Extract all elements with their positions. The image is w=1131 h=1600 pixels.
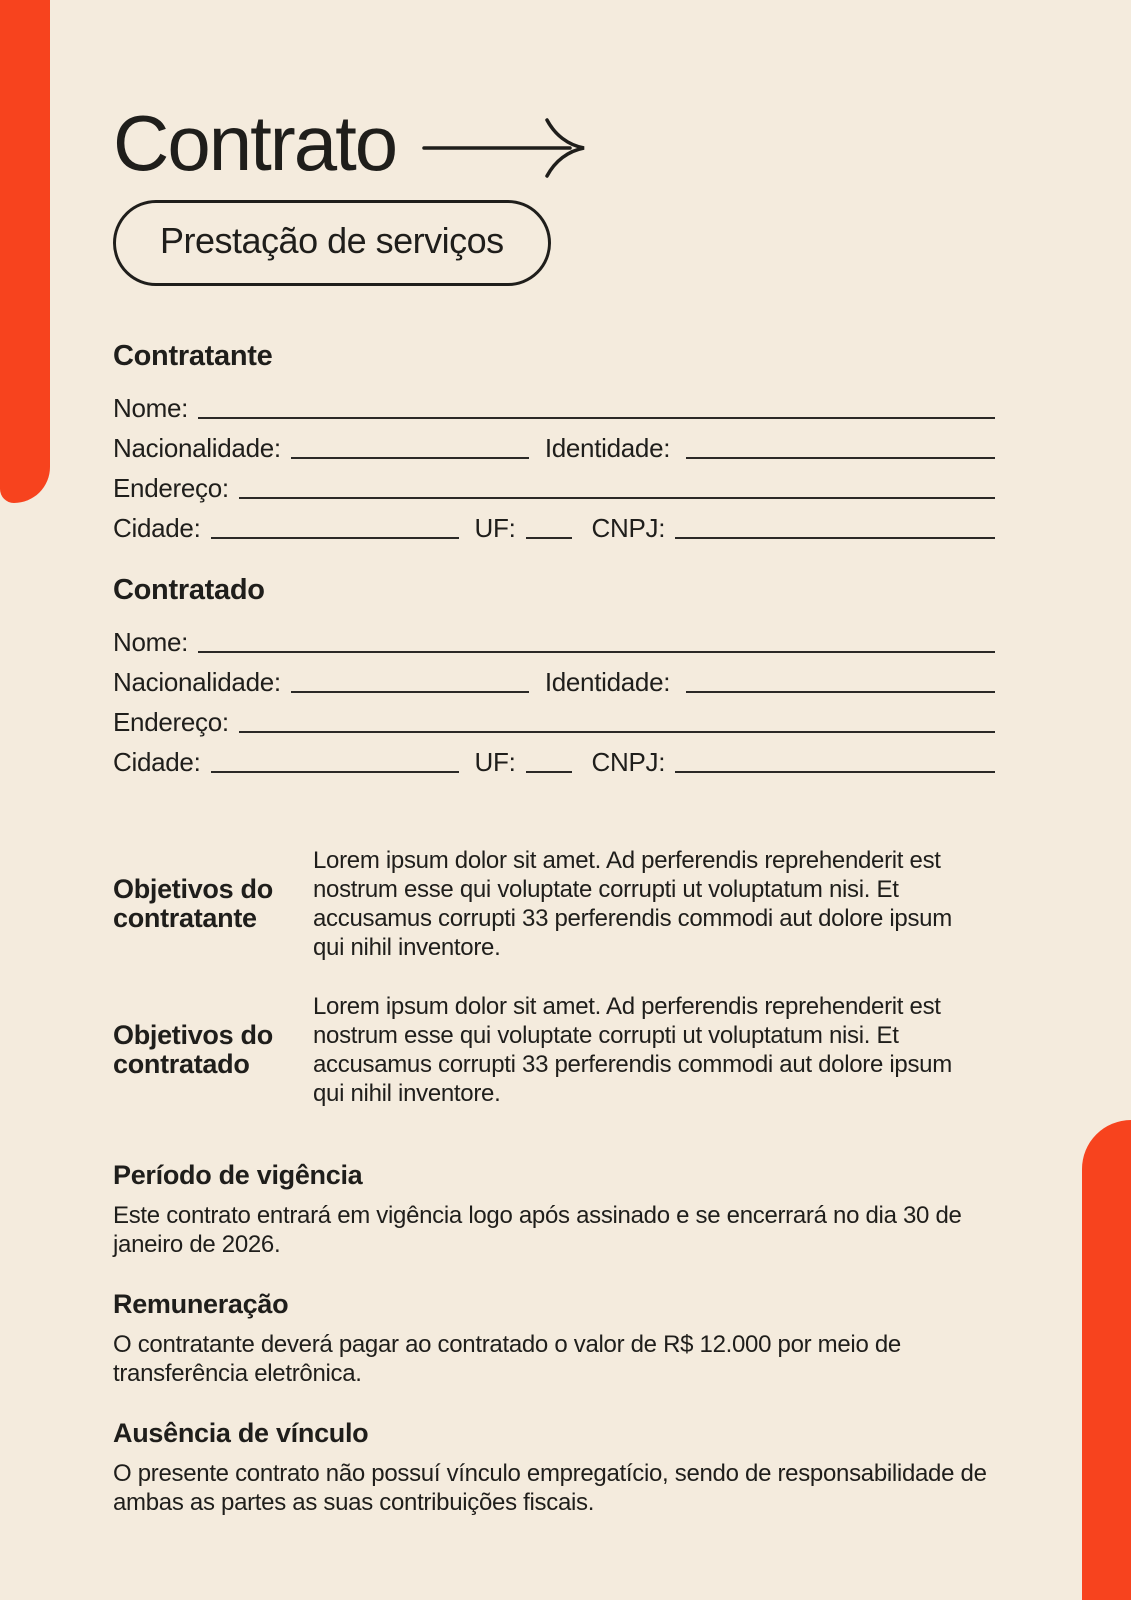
clause-ausencia-vinculo — [113, 1418, 995, 1517]
contratante-row-nacionalidade — [113, 435, 995, 462]
contratado-row-endereco — [113, 709, 995, 736]
clause-remuneracao — [113, 1289, 995, 1388]
contratado-row-nome — [113, 629, 995, 656]
identidade-label: Identidade: — [544, 433, 671, 463]
contratante-row-nome — [113, 395, 995, 422]
contratado-nome-blank-line[interactable] — [198, 651, 995, 653]
section-clauses — [113, 1160, 995, 1517]
nacionalidade-label: Nacionalidade: — [113, 433, 281, 463]
section-contratado — [113, 574, 995, 776]
contratado-identidade-blank-line[interactable] — [686, 691, 995, 693]
identidade-label: Identidade: — [544, 667, 671, 697]
clause-periodo-vigencia — [113, 1160, 995, 1259]
clause-heading: Remuneração — [113, 1289, 289, 1319]
objective-label: Objetivos do contratante — [113, 874, 273, 933]
contratante-row-cidade — [113, 515, 995, 542]
objective-label: Objetivos do contratado — [113, 1020, 273, 1079]
clause-heading: Período de vigência — [113, 1160, 363, 1190]
contratante-endereco-blank-line[interactable] — [239, 497, 995, 499]
uf-label: UF: — [474, 513, 516, 543]
arrow-right-icon — [422, 116, 590, 180]
objective-text: Lorem ipsum dolor sit amet. Ad perferendis reprehenderit est nostrum esse qui voluptate corrupti ut voluptatum nisi. Et accusamus corrupti 33 perferendis commodi aut dolore ipsum qui nihil inventore. — [313, 993, 952, 1107]
contratante-uf-blank-line[interactable] — [526, 537, 572, 539]
clause-text: O contratante deverá pagar ao contratado o valor de R$ 12.000 por meio de transferência eletrônica. — [113, 1331, 901, 1387]
contratado-row-nacionalidade — [113, 669, 995, 696]
contratante-cnpj-blank-line[interactable] — [675, 537, 995, 539]
contratante-nome-blank-line[interactable] — [198, 417, 995, 419]
clause-heading: Ausência de vínculo — [113, 1418, 369, 1448]
endereco-label: Endereço: — [113, 473, 229, 503]
page-title: Contrato — [113, 99, 397, 187]
contratante-cidade-blank-line[interactable] — [211, 537, 459, 539]
section-objectives — [113, 846, 995, 1108]
contratante-nacionalidade-blank-line[interactable] — [291, 457, 529, 459]
objective-contratante — [113, 846, 995, 962]
contratado-cnpj-blank-line[interactable] — [675, 771, 995, 773]
cnpj-label: CNPJ: — [591, 513, 666, 543]
document-header — [113, 0, 995, 286]
section-contratante — [113, 340, 995, 542]
objective-contratado — [113, 992, 995, 1108]
cidade-label: Cidade: — [113, 747, 201, 777]
cidade-label: Cidade: — [113, 513, 201, 543]
subtitle-pill — [113, 200, 551, 286]
uf-label: UF: — [474, 747, 516, 777]
clause-text: Este contrato entrará em vigência logo após assinado e se encerrará no dia 30 de janeiro de 2026. — [113, 1202, 962, 1258]
contratado-cidade-blank-line[interactable] — [211, 771, 459, 773]
nome-label: Nome: — [113, 393, 189, 423]
contratante-heading: Contratante — [113, 340, 273, 372]
contratado-uf-blank-line[interactable] — [526, 771, 572, 773]
contratado-heading: Contratado — [113, 574, 265, 606]
nacionalidade-label: Nacionalidade: — [113, 667, 281, 697]
contratante-row-endereco — [113, 475, 995, 502]
title-row — [113, 99, 995, 187]
contratado-row-cidade — [113, 749, 995, 776]
contratado-nacionalidade-blank-line[interactable] — [291, 691, 529, 693]
clause-text: O presente contrato não possuí vínculo empregatício, sendo de responsabilidade de ambas as partes as suas contribuições fiscais. — [113, 1460, 987, 1516]
endereco-label: Endereço: — [113, 707, 229, 737]
objective-text: Lorem ipsum dolor sit amet. Ad perferendis reprehenderit est nostrum esse qui voluptate corrupti ut voluptatum nisi. Et accusamus corrupti 33 perferendis commodi aut dolore ipsum qui nihil inventore. — [313, 847, 952, 961]
contratado-endereco-blank-line[interactable] — [239, 731, 995, 733]
nome-label: Nome: — [113, 627, 189, 657]
cnpj-label: CNPJ: — [591, 747, 666, 777]
subtitle-text: Prestação de serviços — [160, 220, 504, 261]
contratante-identidade-blank-line[interactable] — [686, 457, 995, 459]
